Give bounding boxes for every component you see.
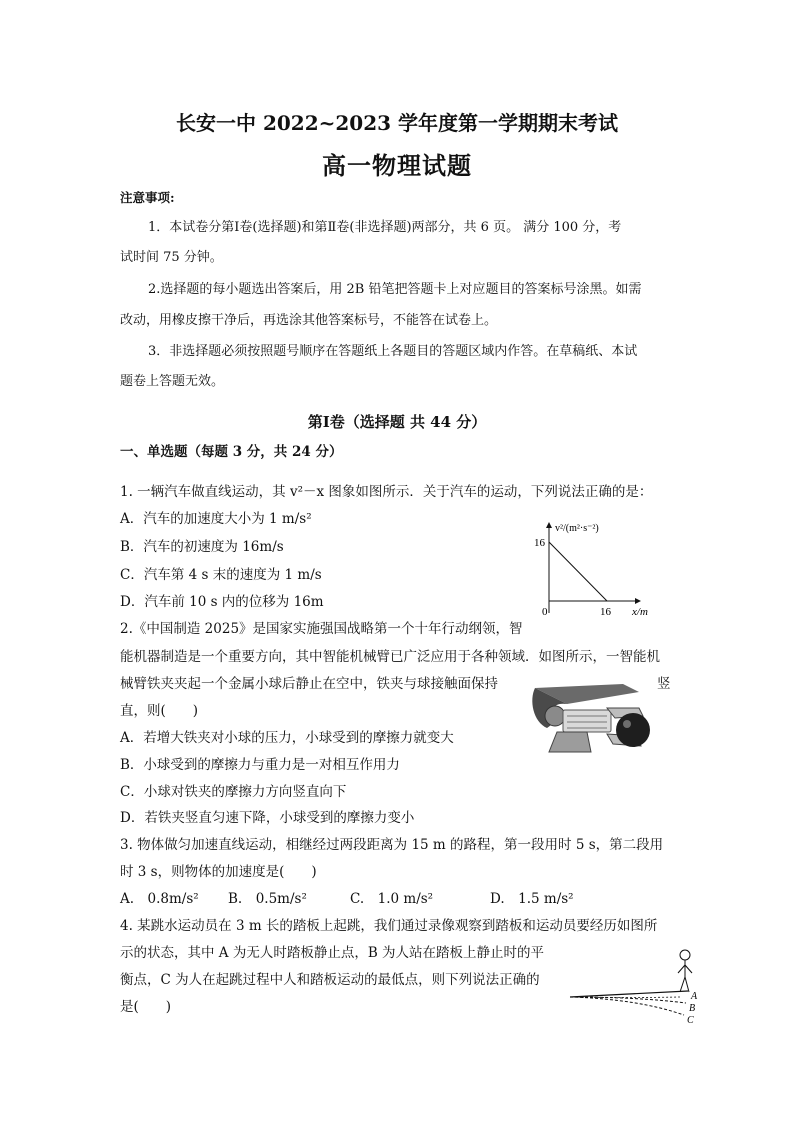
clamp-body (563, 710, 611, 732)
q1-option-b: B．汽车的初速度为 16m/s (120, 539, 284, 555)
q2-line-3-end: 竖 (657, 676, 671, 692)
y-tick-label: 16 (534, 537, 545, 549)
q2-option-b: B．小球受到的摩擦力与重力是一对相互作用力 (120, 757, 400, 773)
q2-line-2: 能机器制造是一个重要方向，其中智能机械臂已广泛应用于各种领域．如图所示，一智能机 (120, 649, 660, 665)
q2-line-4: 直，则( ) (120, 703, 199, 719)
q2-line-3: 械臂铁夹夹起一个金属小球后静止在空中，铁夹与球接触面保持 (120, 676, 498, 692)
exam-subtitle: 高一物理试题 (322, 151, 472, 180)
board-a (570, 991, 688, 997)
q4-line-1: 4. 某跳水运动员在 3 m 长的踏板上起跳，我们通过录像观察到踏板和运动员要经历如图所 (120, 918, 658, 934)
q2-option-d: D．若铁夹竖直匀速下降，小球受到的摩擦力变小 (120, 810, 415, 826)
note-2-line-2: 改动，用橡皮擦干净后，再选涂其他答案标号，不能答在试卷上。 (120, 313, 498, 328)
diver-leg (680, 977, 685, 992)
q2-line-1: 2.《中国制造 2025》是国家实施强国战略第一个十年行动纲领，智 (120, 621, 523, 637)
q3-option-a: A. 0.8m/s² (120, 891, 199, 907)
origin-label: 0 (542, 606, 548, 618)
q1-option-d: D．汽车前 10 s 内的位移为 16m (120, 594, 324, 610)
q3-line-1: 3. 物体做匀加速直线运动，相继经过两段距离为 15 m 的路程，第一段用时 5 s，第二段用 (120, 837, 664, 853)
robot-arm-image (527, 682, 655, 772)
clamp-base (549, 732, 591, 752)
q3-option-c: C. 1.0 m/s² (350, 891, 434, 907)
y-axis-label: v²/(m²·s⁻²) (555, 523, 599, 534)
q3-line-2: 时 3 s，则物体的加速度是( ) (120, 864, 317, 880)
metal-ball (616, 713, 650, 747)
q2-option-a: A．若增大铁夹对小球的压力，小球受到的摩擦力就变大 (120, 730, 454, 746)
ball-highlight (623, 720, 631, 728)
q4-line-4: 是( ) (120, 999, 172, 1015)
q4-line-3: 衡点，C 为人在起跳过程中人和踏板运动的最低点，则下列说法正确的 (120, 972, 540, 988)
note-3-line-2: 题卷上答题无效。 (120, 374, 225, 389)
board-c (570, 997, 684, 1015)
q1-stem: 1. 一辆汽车做直线运动，其 v²－x 图象如图所示．关于汽车的运动，下列说法正确的是： (120, 484, 653, 500)
q1-option-c: C．汽车第 4 s 末的速度为 1 m/s (120, 567, 322, 583)
q4-line-2: 示的状态，其中 A 为无人时踏板静止点，B 为人站在踏板上静止时的平 (120, 945, 545, 961)
diver-arm (678, 965, 685, 973)
part-title: 一、单选题（每题 3 分，共 24 分） (120, 444, 343, 460)
label-a: A (691, 991, 698, 1002)
diver-arm (685, 965, 692, 973)
notes-heading: 注意事项: (120, 190, 175, 205)
q1-option-a: A．汽车的加速度大小为 1 m/s² (120, 511, 312, 527)
exam-title: 长安一中 2022~2023 学年度第一学期期末考试 (175, 111, 618, 135)
note-1-line-1: 1．本试卷分第Ⅰ卷(选择题)和第Ⅱ卷(非选择题)两部分，共 6 页。 满分 100 分，考 (148, 220, 622, 235)
diving-board-figure (568, 945, 708, 1030)
q3-option-b: B. 0.5m/s² (228, 891, 307, 907)
x-axis-label: x/m (632, 606, 648, 618)
label-c: C (687, 1015, 694, 1026)
section-title: 第Ⅰ卷（选择题 共 44 分） (307, 413, 487, 431)
note-1-line-2: 试时间 75 分钟。 (120, 250, 223, 265)
diver-head (680, 950, 690, 960)
diver-leg (685, 977, 689, 992)
graph-line (549, 542, 607, 601)
q2-option-c: C．小球对铁夹的摩擦力方向竖直向下 (120, 784, 347, 800)
note-3-line-1: 3．非选择题必须按照题号顺序在答题纸上各题目的答题区域内作答。在草稿纸、本试 (148, 344, 638, 359)
board-guide (570, 997, 680, 998)
note-2-line-1: 2.选择题的每小题选出答案后，用 2B 铅笔把答题卡上对应题目的答案标号涂黑。如需 (148, 282, 642, 297)
q1-v2-x-graph (528, 515, 668, 620)
arm-joint-cap (545, 706, 565, 726)
label-b: B (689, 1003, 696, 1014)
x-tick-label: 16 (600, 606, 611, 618)
q3-option-d: D. 1.5 m/s² (490, 891, 574, 907)
